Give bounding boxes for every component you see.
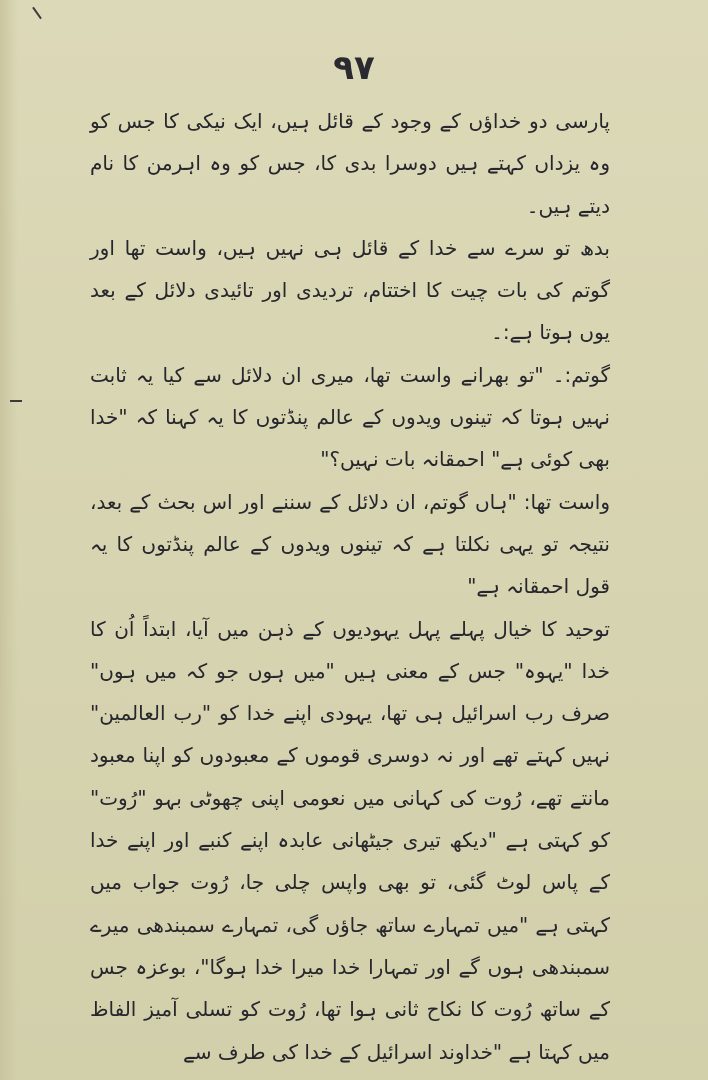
page-number: ۹۷ xyxy=(333,48,375,88)
page-body xyxy=(90,100,650,1073)
page-edge-shadow xyxy=(0,0,18,1080)
edge-ink-mark xyxy=(10,400,22,402)
paragraph: بدھ تو سرے سے خدا کے قائل ہی نہیں ہیں، واست تھا اور گوتم کی بات چیت کا اختتام، تردیدی اور تائیدی دلائل کے بعد یوں ہوتا ہے:۔ xyxy=(90,235,610,345)
paragraph: گوتم:۔ "تو بھرانے واست تھا، میری ان دلائل سے کیا یہ ثابت نہیں ہوتا کہ تینوں ویدوں کے عالم پنڈتوں کا یہ کہنا کہ "خدا بھی کوئی ہے" احمقانہ بات نہیں؟" xyxy=(90,362,610,472)
paragraph: پارسی دو خداؤں کے وجود کے قائل ہیں، ایک نیکی کا جس کو وہ یزداں کہتے ہیں دوسرا بدی کا، جس کو وہ اہرمن کا نام دیتے ہیں۔ xyxy=(90,109,610,218)
corner-ink-mark xyxy=(32,7,42,20)
paragraph: واست تھا: "ہاں گوتم، ان دلائل کے سننے اور اس بحث کے بعد، نتیجہ تو یہی نکلتا ہے کہ تینوں ویدوں کے عالم پنڈتوں کا یہ قول احمقانہ ہے" xyxy=(90,489,610,599)
paragraph: توحید کا خیال پہلے پہل یہودیوں کے ذہن میں آیا، ابتداً اُن کا خدا "یہوہ" جس کے معنی ہیں "میں ہوں جو کہ میں ہوں" صرف رب اسرائیل ہی تھا، یہودی اپنے خدا کو "رب العالمین" نہیں کہتے تھے اور نہ دوسری قوموں کے معبودوں کو اپنا معبود مانتے تھے، رُوت کی کہانی میں نعومی اپنی چھوٹی بہو "رُوت" کو کہتی ہے "دیکھ تیری جیٹھانی عابدہ اپنے کنبے اور اپنے خدا کے پاس لوٹ گئی، تو بھی واپس چلی جا، رُوت جواب میں کہتی ہے "میں تمہارے ساتھ جاؤں گی، تمہارے سمبندھی میرے سمبندھی ہوں گے اور تمہارا خدا میرا خدا ہوگا"، بوعزہ جس کے ساتھ رُوت کا نکاح ثانی ہوا تھا، رُوت کو تسلی آمیز الفاظ میں کہتا ہے "خداوند اسرائیل کے خدا کی طرف سے xyxy=(90,616,610,1064)
